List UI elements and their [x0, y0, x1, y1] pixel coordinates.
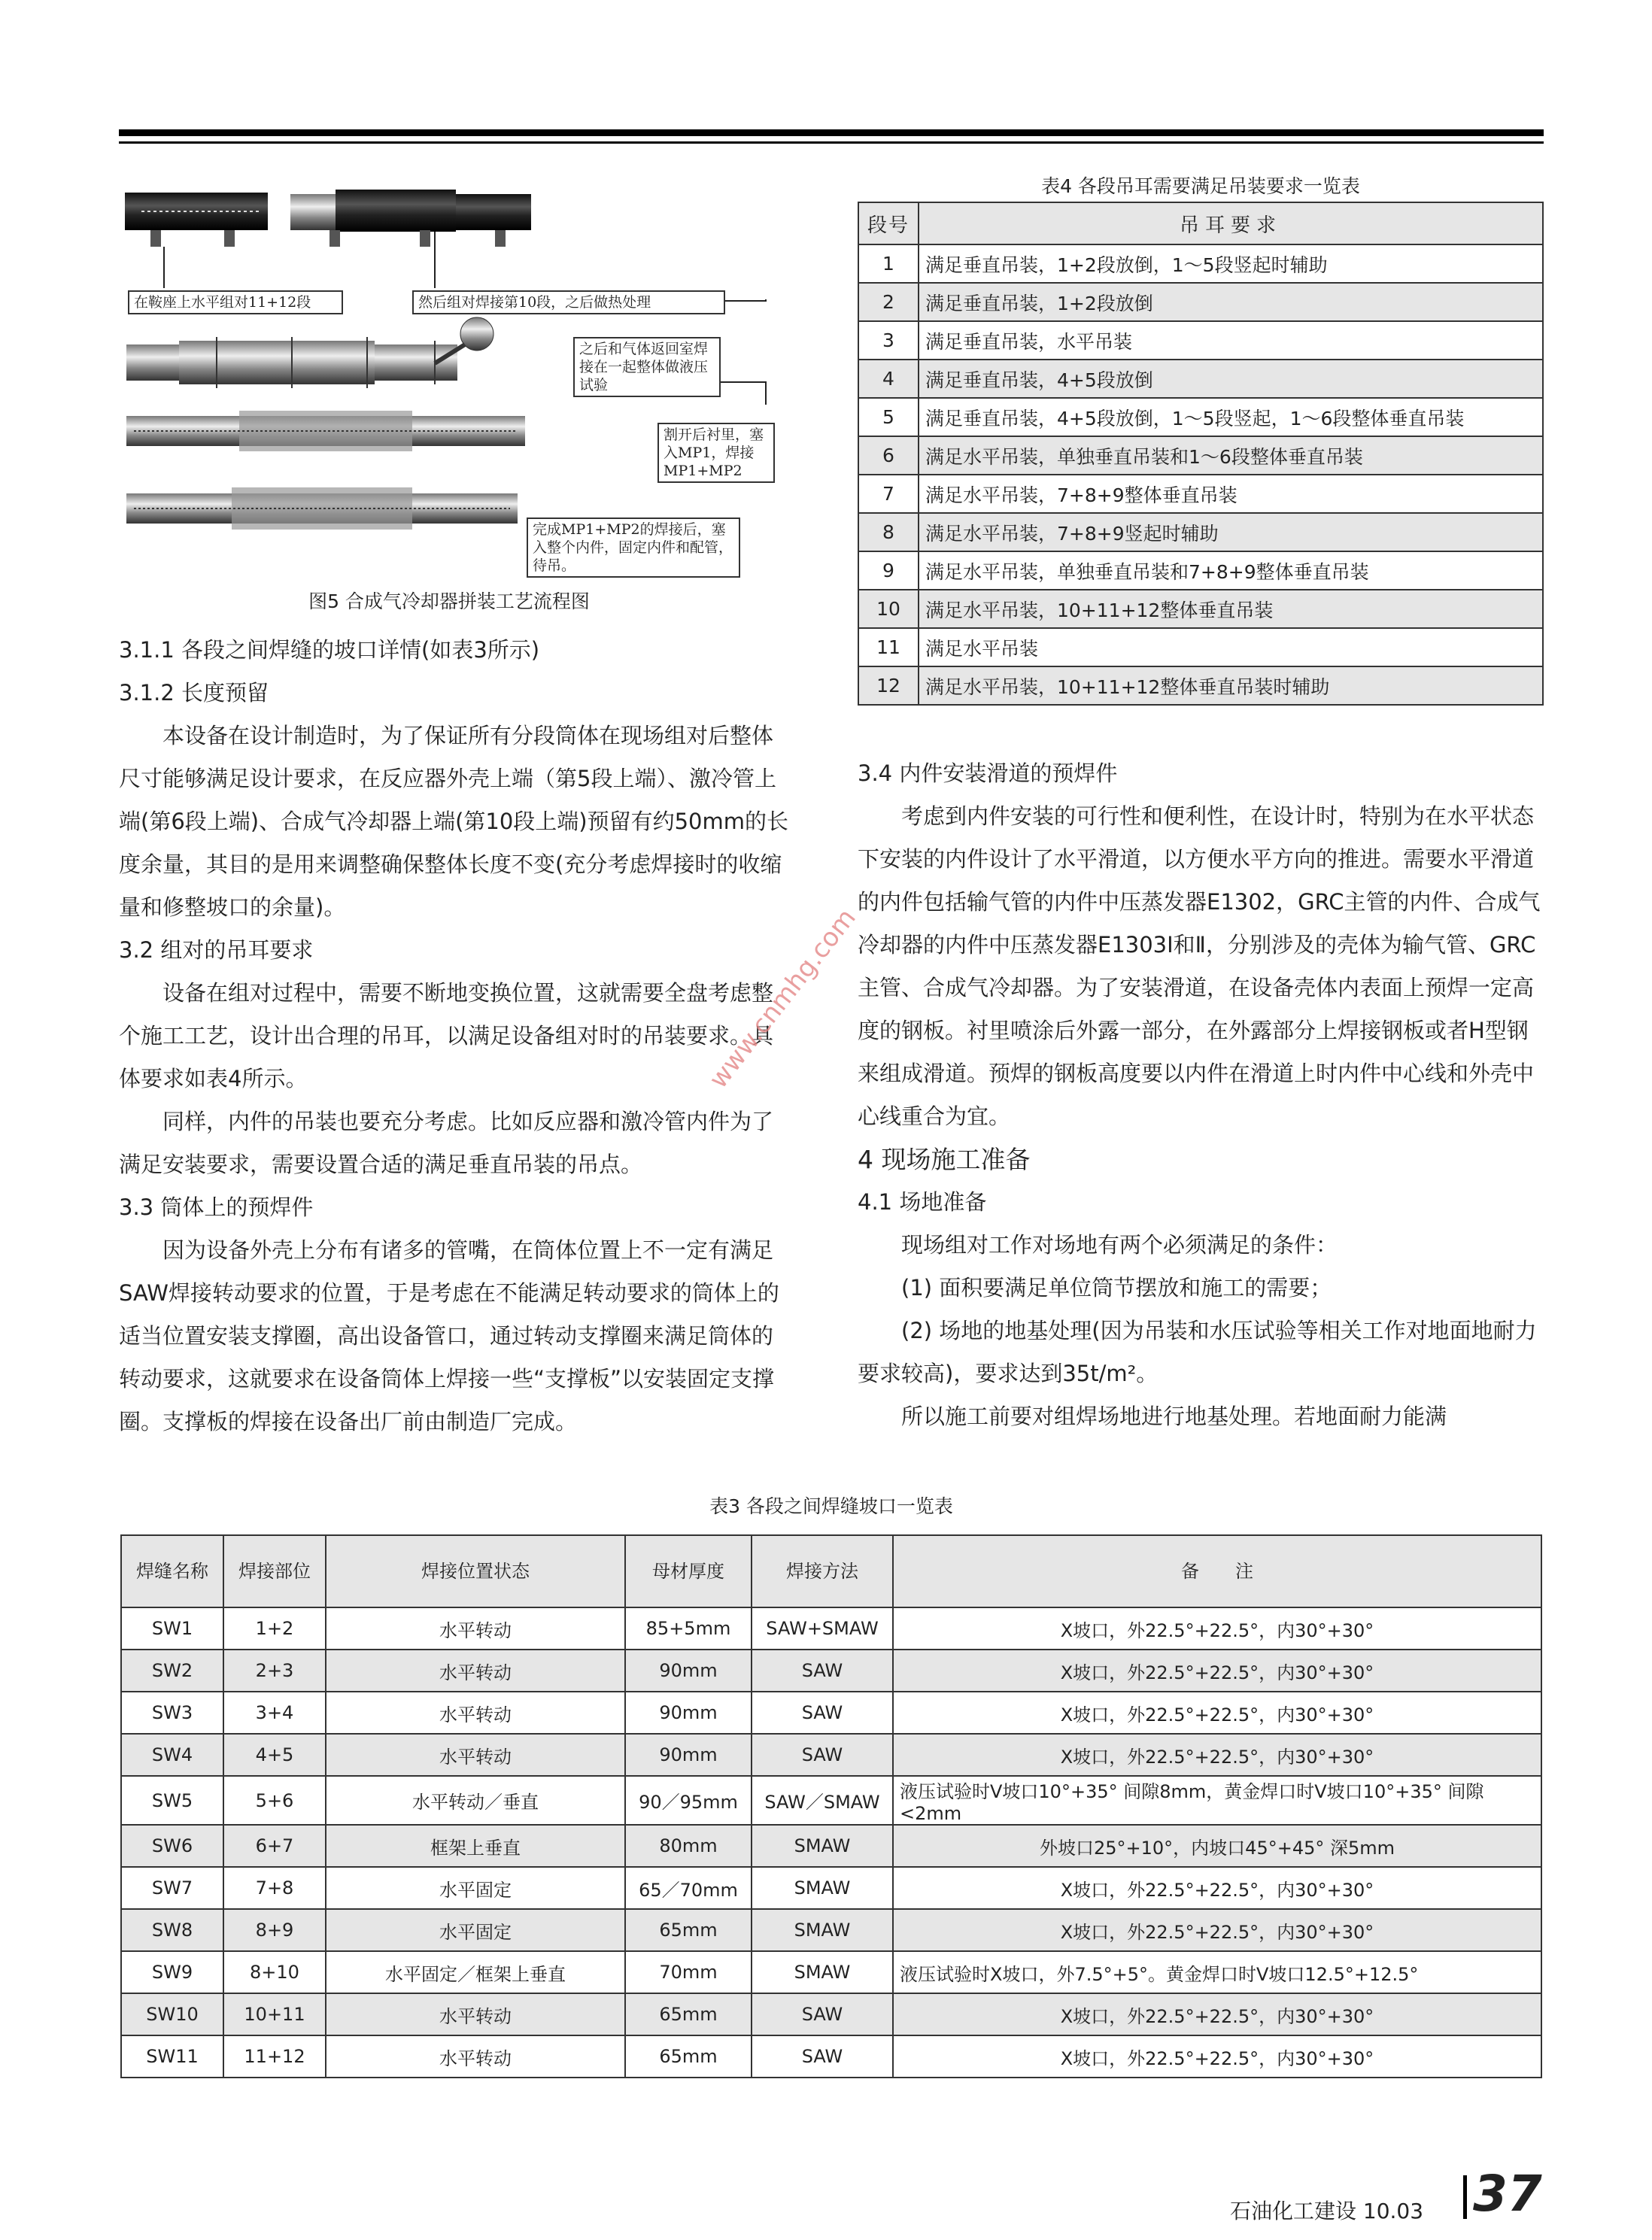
- figure-5-caption: 图5 合成气冷却器拼装工艺流程图: [308, 590, 590, 612]
- table-3-cell-position: 水平转动: [326, 1692, 625, 1734]
- table-3-row: [121, 1776, 1541, 1825]
- table-3-cell-thickness: 65mm: [625, 2035, 752, 2078]
- table-3-cell-part: 11+12: [223, 2035, 326, 2078]
- table-4-cell-requirement: 满足垂直吊装，4+5段放倒，1～5段竖起，1～6段整体垂直吊装: [919, 398, 1543, 436]
- table-3-cell-note: X坡口，外22.5°+22.5°，内30°+30°: [893, 1993, 1541, 2035]
- table-3-cell-weld: SW9: [121, 1951, 223, 1993]
- table-3-header-note: 备 注: [893, 1535, 1541, 1607]
- table-3-row: [121, 1993, 1541, 2035]
- paragraph-condition-2: (2) 场地的地基处理(因为吊装和水压试验等相关工作对地面地耐力要求较高)，要求达到35t/m²。: [858, 1318, 1537, 1386]
- table-4-cell-segment: 9: [858, 551, 919, 590]
- heading-3-3: 3.3 筒体上的预焊件: [119, 1194, 314, 1220]
- table-3-cell-thickness: 85+5mm: [625, 1607, 752, 1650]
- table-4-cell-segment: 11: [858, 628, 919, 666]
- paragraph-foundation: 所以施工前要对组焊场地进行地基处理。若地面耐力能满: [901, 1404, 1447, 1429]
- table-3-row: [121, 1607, 1541, 1650]
- table-4-row: [858, 628, 1543, 666]
- table-3-cell-method: SAW: [752, 1734, 893, 1776]
- paragraph-internal-lifting: 同样，内件的吊装也要充分考虑。比如反应器和激冷管内件为了满足安装要求，需要设置合适的满足垂直吊装的吊点。: [119, 1109, 774, 1177]
- table-3-cell-thickness: 90mm: [625, 1650, 752, 1692]
- table-3-row: [121, 1692, 1541, 1734]
- table-4-cell-requirement: 满足水平吊装，单独垂直吊装和1～6段整体垂直吊装: [919, 436, 1543, 475]
- table-3-cell-part: 6+7: [223, 1825, 326, 1867]
- table-3-header-part: 焊接部位: [223, 1535, 326, 1607]
- table-4-row: [858, 360, 1543, 398]
- table-4-cell-segment: 4: [858, 360, 919, 398]
- table-3-cell-note: 液压试验时X坡口，外7.5°+5°。黄金焊口时V坡口12.5°+12.5°: [893, 1951, 1541, 1993]
- table-3-header-position: 焊接位置状态: [326, 1535, 625, 1607]
- header-rule-thin: [119, 141, 1544, 144]
- heading-3-4: 3.4 内件安装滑道的预焊件: [858, 760, 1118, 786]
- table-3-cell-position: 水平转动: [326, 1734, 625, 1776]
- paragraph-site-conditions: 现场组对工作对场地有两个必须满足的条件：: [901, 1232, 1338, 1258]
- table-3-cell-method: SAW: [752, 1692, 893, 1734]
- table-4-cell-requirement: 满足垂直吊装，1+2段放倒，1～5段竖起时辅助: [919, 244, 1543, 283]
- table-3-cell-thickness: 90mm: [625, 1692, 752, 1734]
- table-3-cell-method: SAW: [752, 1993, 893, 2035]
- table-3-cell-thickness: 70mm: [625, 1951, 752, 1993]
- table-3-row: [121, 1734, 1541, 1776]
- table-3-header-method: 焊接方法: [752, 1535, 893, 1607]
- table-4-row: [858, 321, 1543, 360]
- heading-4: 4 现场施工准备: [858, 1145, 1031, 1174]
- page-number: 37: [1473, 2165, 1542, 2223]
- table-3-row: [121, 1951, 1541, 1993]
- table-3-cell-thickness: 65／70mm: [625, 1867, 752, 1909]
- table-4-cell-segment: 7: [858, 475, 919, 513]
- table-4-cell-segment: 8: [858, 513, 919, 551]
- table-3-cell-part: 3+4: [223, 1692, 326, 1734]
- table-3-cell-weld: SW3: [121, 1692, 223, 1734]
- table-3: [120, 1534, 1542, 2078]
- heading-3-2: 3.2 组对的吊耳要求: [119, 937, 314, 963]
- table-3-cell-method: SAW: [752, 2035, 893, 2078]
- table-3-cell-weld: SW10: [121, 1993, 223, 2035]
- table-3-cell-weld: SW2: [121, 1650, 223, 1692]
- header-rule-thick: [119, 129, 1544, 136]
- table-4-header-segment: 段号: [858, 202, 919, 244]
- table-3-cell-part: 8+10: [223, 1951, 326, 1993]
- table-4-cell-segment: 1: [858, 244, 919, 283]
- table-3-cell-part: 10+11: [223, 1993, 326, 2035]
- table-3-row: [121, 1650, 1541, 1692]
- table-4-row: [858, 244, 1543, 283]
- watermark: www.cnmhg.com: [703, 903, 862, 1094]
- table-4-row: [858, 283, 1543, 321]
- table-3-cell-part: 2+3: [223, 1650, 326, 1692]
- table-4-cell-requirement: 满足水平吊装，10+11+12整体垂直吊装: [919, 590, 1543, 628]
- table-4-cell-requirement: 满足水平吊装，7+8+9整体垂直吊装: [919, 475, 1543, 513]
- table-3-cell-position: 水平转动: [326, 1650, 625, 1692]
- table-3-cell-weld: SW1: [121, 1607, 223, 1650]
- journal-name: 石油化工建设 10.03: [1230, 2199, 1424, 2223]
- table-3-cell-method: SMAW: [752, 1825, 893, 1867]
- table-4-header-requirement: 吊耳要求: [919, 202, 1543, 244]
- table-3-cell-weld: SW5: [121, 1776, 223, 1825]
- paragraph-condition-1: (1) 面积要满足单位筒节摆放和施工的需要；: [901, 1275, 1332, 1301]
- table-4-cell-segment: 10: [858, 590, 919, 628]
- table-3-cell-position: 水平转动／垂直: [326, 1776, 625, 1825]
- table-3-cell-note: X坡口，外22.5°+22.5°，内30°+30°: [893, 1607, 1541, 1650]
- footer-bar: [1463, 2175, 1467, 2219]
- table-3-cell-thickness: 90／95mm: [625, 1776, 752, 1825]
- table-4-cell-segment: 3: [858, 321, 919, 360]
- table-4-row: [858, 475, 1543, 513]
- table-3-cell-weld: SW4: [121, 1734, 223, 1776]
- table-4-row: [858, 590, 1543, 628]
- table-3-cell-position: 水平转动: [326, 1607, 625, 1650]
- table-4-caption: 表4 各段吊耳需要满足吊装要求一览表: [1041, 175, 1360, 197]
- table-3-row: [121, 1867, 1541, 1909]
- table-3-header-thickness: 母材厚度: [625, 1535, 752, 1607]
- table-3-cell-weld: SW6: [121, 1825, 223, 1867]
- table-3-cell-part: 5+6: [223, 1776, 326, 1825]
- flow-step-4: 割开后衬里，塞入MP1，焊接MP1+MP2: [657, 423, 775, 483]
- table-3-cell-position: 水平固定: [326, 1867, 625, 1909]
- table-3-cell-note: X坡口，外22.5°+22.5°，内30°+30°: [893, 1909, 1541, 1951]
- table-3-cell-method: SMAW: [752, 1909, 893, 1951]
- paragraph-slide-rail: 考虑到内件安装的可行性和便利性，在设计时，特别为在水平状态下安装的内件设计了水平滑道，以方便水平方向的推进。需要水平滑道的内件包括输气管的内件中压蒸发器E1302，GRC主管的内件、合成气冷却器的内件中压蒸发器E1303Ⅰ和Ⅱ，分别涉及的壳体为输气管、GRC主管、合成气冷却器。为了安装滑道，在设备壳体内表面上预焊一定高度的钢板。衬里喷涂后外露一部分，在外露部分上焊接钢板或者H型钢来组成滑道。预焊的钢板高度要以内件在滑道上时内件中心线和外壳中心线重合为宜。: [858, 803, 1541, 1129]
- table-4-row: [858, 436, 1543, 475]
- table-3-cell-weld: SW7: [121, 1867, 223, 1909]
- table-3-cell-note: X坡口，外22.5°+22.5°，内30°+30°: [893, 1867, 1541, 1909]
- table-3-cell-method: SMAW: [752, 1867, 893, 1909]
- table-3-cell-thickness: 90mm: [625, 1734, 752, 1776]
- table-3-cell-thickness: 65mm: [625, 1993, 752, 2035]
- table-4-cell-segment: 2: [858, 283, 919, 321]
- table-4-cell-requirement: 满足水平吊装，单独垂直吊装和7+8+9整体垂直吊装: [919, 551, 1543, 590]
- table-3-cell-note: X坡口，外22.5°+22.5°，内30°+30°: [893, 1692, 1541, 1734]
- table-3-cell-method: SAW+SMAW: [752, 1607, 893, 1650]
- table-3-cell-method: SAW: [752, 1650, 893, 1692]
- right-column: [858, 752, 1544, 1438]
- table-4-row: [858, 513, 1543, 551]
- table-4: [858, 202, 1544, 706]
- table-4-cell-segment: 6: [858, 436, 919, 475]
- table-4-cell-requirement: 满足垂直吊装，水平吊装: [919, 321, 1543, 360]
- table-3-cell-thickness: 65mm: [625, 1909, 752, 1951]
- table-3-cell-position: 水平转动: [326, 1993, 625, 2035]
- table-3-cell-position: 框架上垂直: [326, 1825, 625, 1867]
- table-3-header-weld: 焊缝名称: [121, 1535, 223, 1607]
- left-column: [119, 629, 794, 1443]
- table-4-cell-requirement: 满足垂直吊装，4+5段放倒: [919, 360, 1543, 398]
- table-3-row: [121, 1909, 1541, 1951]
- table-3-cell-thickness: 80mm: [625, 1825, 752, 1867]
- table-3-cell-weld: SW8: [121, 1909, 223, 1951]
- table-4-cell-segment: 5: [858, 398, 919, 436]
- table-3-cell-method: SMAW: [752, 1951, 893, 1993]
- flow-step-3: 之后和气体返回室焊接在一起整体做液压试验: [573, 337, 721, 397]
- table-3-cell-note: X坡口，外22.5°+22.5°，内30°+30°: [893, 2035, 1541, 2078]
- heading-3-1-2: 3.1.2 长度预留: [119, 680, 269, 706]
- table-3-cell-note: X坡口，外22.5°+22.5°，内30°+30°: [893, 1650, 1541, 1692]
- table-4-row: [858, 666, 1543, 705]
- table-3-cell-note: 液压试验时V坡口10°+35° 间隙8mm，黄金焊口时V坡口10°+35° 间隙<2mm: [893, 1776, 1541, 1825]
- table-3-row: [121, 2035, 1541, 2078]
- paragraph-lifting-lug: 设备在组对过程中，需要不断地变换位置，这就需要全盘考虑整个施工工艺，设计出合理的吊耳，以满足设备组对时的吊装要求。具体要求如表4所示。: [119, 980, 774, 1091]
- paragraph-length-reserve: 本设备在设计制造时，为了保证所有分段筒体在现场组对后整体尺寸能够满足设计要求，在反应器外壳上端（第5段上端）、激冷管上端(第6段上端)、合成气冷却器上端(第10段上端)预留有约50mm的长度余量，其目的是用来调整确保整体长度不变(充分考虑焊接时的收缩量和修整坡口的余量)。: [119, 723, 789, 920]
- table-3-cell-weld: SW11: [121, 2035, 223, 2078]
- flow-step-5: 完成MP1+MP2的焊接后，塞入整个内件，固定内件和配管，待吊。: [527, 518, 740, 578]
- paragraph-pre-weld-parts: 因为设备外壳上分布有诸多的管嘴，在筒体位置上不一定有满足SAW焊接转动要求的位置，于是考虑在不能满足转动要求的筒体上的适当位置安装支撑圈，高出设备管口，通过转动支撑圈来满足筒体的转动要求，这就要求在设备筒体上焊接一些“支撑板”以安装固定支撑圈。支撑板的焊接在设备出厂前由制造厂完成。: [119, 1237, 779, 1434]
- table-3-cell-method: SAW／SMAW: [752, 1776, 893, 1825]
- heading-4-1: 4.1 场地准备: [858, 1189, 987, 1215]
- table-4-cell-requirement: 满足水平吊装，7+8+9竖起时辅助: [919, 513, 1543, 551]
- table-4-row: [858, 551, 1543, 590]
- table-3-cell-part: 7+8: [223, 1867, 326, 1909]
- flow-step-1: 在鞍座上水平组对11+12段: [128, 290, 343, 314]
- table-3-cell-part: 8+9: [223, 1909, 326, 1951]
- table-3-cell-position: 水平固定／框架上垂直: [326, 1951, 625, 1993]
- flow-step-2: 然后组对焊接第10段，之后做热处理: [412, 290, 725, 314]
- heading-3-1-1: 3.1.1 各段之间焊缝的坡口详情(如表3所示): [119, 637, 540, 663]
- table-3-cell-note: 外坡口25°+10°，内坡口45°+45° 深5mm: [893, 1825, 1541, 1867]
- table-4-cell-requirement: 满足垂直吊装，1+2段放倒: [919, 283, 1543, 321]
- table-3-cell-position: 水平固定: [326, 1909, 625, 1951]
- table-4-cell-requirement: 满足水平吊装: [919, 628, 1543, 666]
- table-3-cell-part: 1+2: [223, 1607, 326, 1650]
- table-4-cell-segment: 12: [858, 666, 919, 705]
- table-3-cell-note: X坡口，外22.5°+22.5°，内30°+30°: [893, 1734, 1541, 1776]
- table-4-cell-requirement: 满足水平吊装，10+11+12整体垂直吊装时辅助: [919, 666, 1543, 705]
- table-3-caption: 表3 各段之间焊缝坡口一览表: [709, 1495, 953, 1517]
- table-3-cell-position: 水平转动: [326, 2035, 625, 2078]
- table-4-row: [858, 398, 1543, 436]
- table-3-row: [121, 1825, 1541, 1867]
- table-3-cell-part: 4+5: [223, 1734, 326, 1776]
